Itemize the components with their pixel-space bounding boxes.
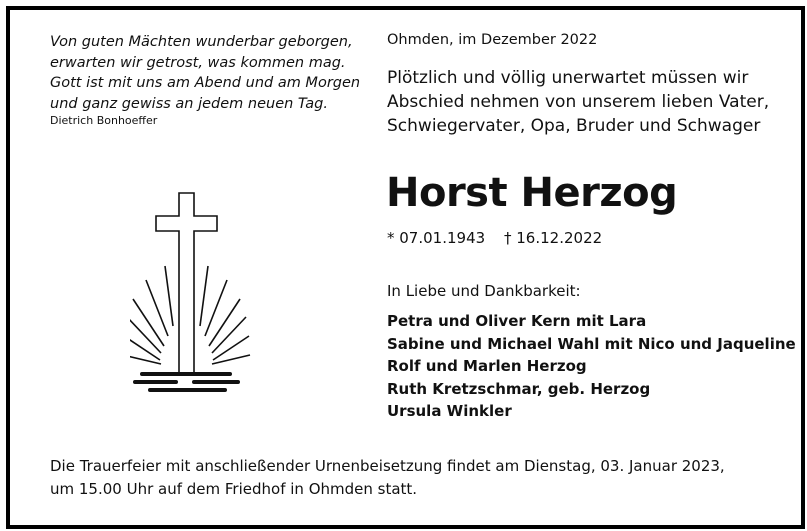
obituary-notice: [6, 6, 805, 529]
funeral-service-info: [50, 455, 725, 500]
birth-date: * 07.01.1943: [387, 229, 486, 247]
intro-line: Schwiegervater, Opa, Bruder und Schwager: [387, 116, 761, 136]
intro-text: [387, 66, 769, 138]
quote-author: Dietrich Bonhoeffer: [50, 114, 158, 127]
intro-line: Plötzlich und völlig unerwartet müssen wir: [387, 68, 749, 88]
place-date: Ohmden, im Dezember 2022: [387, 32, 598, 48]
cross-sunrise-icon: [130, 186, 255, 401]
family-member: Petra und Oliver Kern mit Lara: [387, 312, 647, 330]
quote-line: Gott ist mit uns am Abend und am Morgen: [50, 75, 361, 91]
quote-line: Von guten Mächten wunderbar geborgen,: [50, 34, 353, 50]
thanks-line: In Liebe und Dankbarkeit:: [387, 282, 581, 300]
bonhoeffer-quote: [50, 32, 360, 114]
family-member: Ruth Kretzschmar, geb. Herzog: [387, 379, 651, 398]
quote-line: erwarten wir getrost, was kommen mag.: [50, 54, 346, 71]
deceased-name: Horst Herzog: [386, 170, 678, 216]
quote-line: und ganz gewiss an jedem neuen Tag.: [50, 95, 328, 112]
family-member: Sabine und Michael Wahl mit Nico und Jaqueline: [387, 334, 796, 353]
family-list: [387, 310, 796, 423]
death-date: † 16.12.2022: [504, 229, 603, 247]
intro-line: Abschied nehmen von unserem lieben Vater,: [387, 92, 770, 112]
service-line: Die Trauerfeier mit anschließender Urnenbeisetzung findet am Dienstag, 03. Januar 2023,: [50, 457, 725, 475]
family-member: Ursula Winkler: [387, 402, 512, 420]
family-member: Rolf und Marlen Herzog: [387, 357, 587, 375]
service-line: um 15.00 Uhr auf dem Friedhof in Ohmden statt.: [50, 479, 418, 498]
